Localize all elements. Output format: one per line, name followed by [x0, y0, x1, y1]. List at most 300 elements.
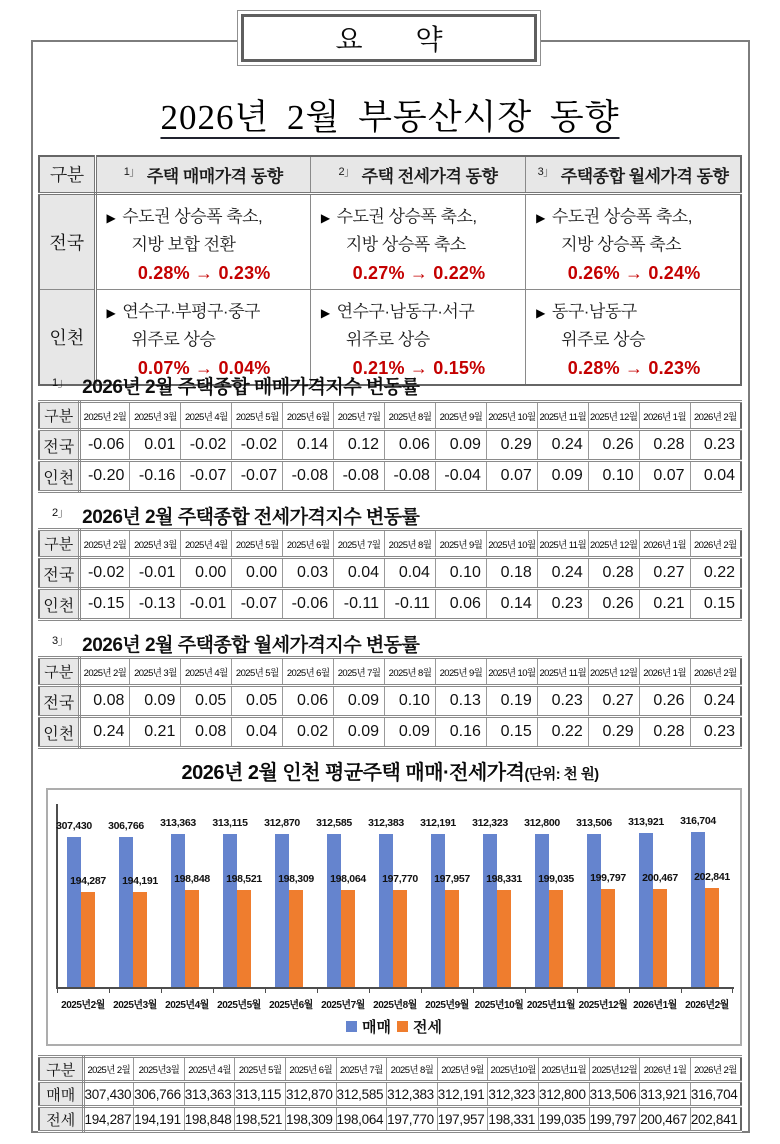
value-cell: 0.04 — [385, 558, 436, 589]
row-header: 전세 — [39, 1107, 83, 1132]
month-header: 2025년 2월 — [79, 402, 130, 430]
section-title: 2026년 2월 주택종합 전세가격지수 변동률 — [82, 507, 420, 528]
summary-box-label: 요 약 — [335, 25, 443, 56]
index-table-3 — [38, 656, 742, 749]
month-header: 2025년 10월 — [486, 402, 537, 430]
value-cell: 194,191 — [134, 1107, 185, 1132]
month-header: 2025년 3월 — [130, 402, 181, 430]
month-header: 2025년 4월 — [181, 530, 232, 558]
summary-cell — [95, 193, 310, 289]
value-cell: 0.06 — [435, 589, 486, 620]
trend-line-2: 위주로 상승 — [561, 329, 645, 349]
value-cell: 0.24 — [79, 717, 130, 748]
jeonse-value-label: 194,191 — [122, 874, 158, 887]
jeonse-bar — [601, 889, 615, 987]
value-cell: -0.06 — [79, 430, 130, 461]
value-cell: 0.19 — [486, 686, 537, 717]
value-cell: -0.11 — [385, 589, 436, 620]
summary-col-title: 주택종합 월세가격 동향 — [560, 166, 729, 186]
table-row — [39, 430, 741, 461]
month-header: 2026년 1월 — [639, 402, 690, 430]
x-axis-label: 2026년1월 — [633, 1000, 677, 1011]
trend-text: 수도권 상승폭 축소, — [122, 206, 263, 226]
jeonse-value-label: 198,064 — [330, 873, 366, 886]
value-cell: 197,770 — [387, 1107, 438, 1132]
value-cell: -0.01 — [130, 558, 181, 589]
value-cell: 0.09 — [385, 717, 436, 748]
value-cell: 0.10 — [588, 461, 639, 492]
value-cell: 0.24 — [537, 558, 588, 589]
chart-legend — [48, 1016, 740, 1037]
month-header: 2025년 3월 — [130, 530, 181, 558]
corner-cell: 구분 — [39, 658, 79, 686]
legend-item-jeonse — [397, 1016, 442, 1037]
jeonse-value-label: 202,841 — [694, 870, 730, 883]
bar-group — [109, 790, 161, 987]
month-header: 2025년12월 — [589, 1057, 640, 1082]
value-cell: 0.14 — [283, 430, 334, 461]
footnote-marker: 3」 — [52, 634, 69, 647]
index-table-2 — [38, 528, 742, 621]
month-header: 2025년 3월 — [130, 658, 181, 686]
value-cell: 0.27 — [639, 558, 690, 589]
month-header: 2026년 2월 — [690, 402, 741, 430]
value-cell: -0.08 — [334, 461, 385, 492]
section-title: 2026년 2월 주택종합 매매가격지수 변동률 — [82, 377, 420, 398]
value-cell: 307,430 — [83, 1082, 134, 1107]
value-cell: -0.08 — [283, 461, 334, 492]
section-title: 2026년 2월 주택종합 월세가격지수 변동률 — [82, 635, 420, 656]
value-cell: 0.07 — [639, 461, 690, 492]
index-table-1 — [38, 400, 742, 493]
value-cell: 316,704 — [690, 1082, 741, 1107]
table-header-row — [39, 1057, 741, 1082]
trend-line-1 — [107, 297, 302, 322]
month-header: 2025년 2월 — [79, 530, 130, 558]
sale-bar — [223, 834, 237, 987]
bullet-triangle-icon: ▶ — [536, 210, 545, 225]
value-cell: 0.15 — [486, 717, 537, 748]
x-axis-label: 2025년2월 — [61, 1000, 105, 1011]
legend-item-sale — [346, 1016, 391, 1037]
value-cell: -0.13 — [130, 589, 181, 620]
table-header-row — [39, 402, 741, 430]
jeonse-bar — [653, 889, 667, 987]
trend-text: 수도권 상승폭 축소, — [336, 206, 477, 226]
x-axis-tick — [681, 989, 682, 993]
sale-value-label: 313,115 — [212, 816, 248, 829]
value-cell: 0.06 — [283, 686, 334, 717]
value-cell: 199,797 — [589, 1107, 640, 1132]
sale-bar — [535, 834, 549, 987]
jeonse-value-label: 199,797 — [590, 872, 626, 885]
month-header: 2025년 2월 — [79, 658, 130, 686]
footnote-marker: 2」 — [338, 166, 355, 179]
value-cell: 0.13 — [435, 686, 486, 717]
value-cell: 0.28 — [639, 430, 690, 461]
value-cell: 0.04 — [334, 558, 385, 589]
sale-value-label: 306,766 — [108, 819, 144, 832]
price-data-table — [38, 1055, 742, 1133]
month-header: 2025년 6월 — [283, 658, 334, 686]
value-cell: 197,957 — [437, 1107, 488, 1132]
x-axis-tick — [161, 989, 162, 993]
bar-group — [213, 790, 265, 987]
summary-cell — [95, 289, 310, 385]
value-cell: -0.07 — [181, 461, 232, 492]
month-header: 2025년 4월 — [181, 402, 232, 430]
summary-col-header-2 — [310, 156, 525, 193]
trend-line-1 — [321, 297, 517, 322]
table-row — [39, 717, 741, 748]
sale-bar — [275, 834, 289, 987]
summary-cell — [310, 289, 525, 385]
value-cell: -0.20 — [79, 461, 130, 492]
footnote-marker: 1」 — [52, 376, 69, 389]
table-row — [39, 1082, 741, 1107]
chart-x-axis — [56, 987, 734, 989]
sale-value-label: 312,800 — [524, 816, 560, 829]
table-row — [39, 1107, 741, 1132]
month-header: 2026년 1월 — [639, 530, 690, 558]
jeonse-value-label: 198,521 — [226, 872, 262, 885]
sale-bar — [691, 832, 705, 987]
value-cell: -0.16 — [130, 461, 181, 492]
value-cell: 0.09 — [334, 686, 385, 717]
value-cell: -0.11 — [334, 589, 385, 620]
table-header-row — [39, 658, 741, 686]
corner-cell: 구분 — [39, 530, 79, 558]
row-header: 전국 — [39, 430, 79, 461]
value-cell: 0.10 — [385, 686, 436, 717]
bullet-triangle-icon: ▶ — [320, 210, 330, 225]
sale-bar — [171, 834, 185, 987]
value-cell: 198,521 — [235, 1107, 286, 1132]
value-cell: 306,766 — [134, 1082, 185, 1107]
value-cell: 0.23 — [690, 717, 741, 748]
jeonse-value-label: 198,309 — [278, 872, 314, 885]
footnote-marker: 1」 — [123, 166, 140, 179]
value-cell: 0.09 — [334, 717, 385, 748]
bar-group — [265, 790, 317, 987]
value-cell: -0.02 — [232, 430, 283, 461]
month-header: 2025년 5월 — [232, 402, 283, 430]
summary-row-인천 — [39, 289, 741, 385]
value-cell: 0.10 — [435, 558, 486, 589]
row-header: 인천 — [39, 717, 79, 748]
value-cell: 0.22 — [690, 558, 741, 589]
x-axis-label: 2025년9월 — [425, 1000, 469, 1011]
value-cell: 0.24 — [690, 686, 741, 717]
value-cell: 0.15 — [690, 589, 741, 620]
page-title: 2026년 2월 부동산시장 동향 — [160, 98, 620, 137]
x-axis-label: 2026년2월 — [685, 1000, 729, 1011]
jeonse-value-label: 200,467 — [642, 871, 678, 884]
bullet-triangle-icon: ▶ — [106, 210, 116, 225]
month-header: 2025년 8월 — [385, 402, 436, 430]
value-cell: 0.09 — [435, 430, 486, 461]
month-header: 2025년 9월 — [435, 402, 486, 430]
month-header: 2025년 11월 — [537, 530, 588, 558]
trend-text: 동구·남동구 — [551, 301, 637, 321]
value-cell: -0.02 — [79, 558, 130, 589]
value-cell: 312,870 — [285, 1082, 336, 1107]
bar-group — [525, 790, 577, 987]
bullet-triangle-icon: ▶ — [320, 305, 330, 320]
month-header: 2025년 6월 — [283, 402, 334, 430]
rate-change: 0.28% → 0.23% — [137, 262, 271, 283]
x-axis-label: 2025년11월 — [526, 1000, 576, 1011]
x-axis-label: 2025년10월 — [474, 1000, 524, 1011]
x-axis-tick — [732, 989, 733, 993]
jeonse-bar — [185, 890, 199, 987]
sale-legend-swatch-icon — [346, 1021, 357, 1032]
price-bar-chart — [46, 788, 742, 1046]
value-cell: 313,363 — [184, 1082, 235, 1107]
value-cell: -0.04 — [435, 461, 486, 492]
month-header: 2025년 4월 — [184, 1057, 235, 1082]
x-axis-label: 2025년5월 — [217, 1000, 261, 1011]
section-1-heading — [52, 372, 419, 399]
value-cell: 0.04 — [232, 717, 283, 748]
month-header: 2025년 7월 — [334, 530, 385, 558]
sale-value-label: 312,323 — [472, 817, 508, 830]
summary-col-title: 주택 전세가격 동향 — [361, 166, 498, 186]
sale-bar — [483, 834, 497, 987]
jeonse-bar — [133, 892, 147, 987]
jeonse-bar — [393, 890, 407, 987]
summary-col-header-3 — [526, 156, 741, 193]
value-cell: 312,383 — [387, 1082, 438, 1107]
x-axis-tick — [369, 989, 370, 993]
sale-value-label: 307,430 — [56, 819, 92, 832]
trend-text: 수도권 상승폭 축소, — [551, 206, 692, 226]
value-cell: 313,506 — [589, 1082, 640, 1107]
value-cell: 194,287 — [83, 1107, 134, 1132]
value-cell: 0.26 — [639, 686, 690, 717]
month-header: 2025년 6월 — [285, 1057, 336, 1082]
value-cell: 0.05 — [181, 686, 232, 717]
value-cell: 0.08 — [181, 717, 232, 748]
value-cell: 199,035 — [538, 1107, 589, 1132]
jeonse-value-label: 197,770 — [382, 873, 418, 886]
corner-cell: 구분 — [39, 402, 79, 430]
x-axis-label: 2025년6월 — [269, 1000, 313, 1011]
footnote-marker: 3」 — [537, 166, 554, 179]
summary-row-전국 — [39, 193, 741, 289]
summary-corner-cell: 구분 — [39, 156, 95, 193]
month-header: 2025년 11월 — [537, 402, 588, 430]
jeonse-bar — [705, 888, 719, 987]
summary-trend-table — [38, 155, 742, 386]
x-axis-label: 2025년12월 — [578, 1000, 628, 1011]
value-cell: -0.15 — [79, 589, 130, 620]
rate-change: 0.26% → 0.24% — [567, 262, 701, 283]
value-cell: 0.29 — [486, 430, 537, 461]
month-header: 2025년 12월 — [588, 530, 639, 558]
x-axis-tick — [421, 989, 422, 993]
value-cell: 312,191 — [437, 1082, 488, 1107]
x-axis-tick — [317, 989, 318, 993]
value-cell: -0.02 — [181, 430, 232, 461]
value-cell: 198,848 — [184, 1107, 235, 1132]
summary-cell — [310, 193, 525, 289]
trend-line-1 — [536, 202, 732, 227]
x-axis-tick — [629, 989, 630, 993]
value-cell: 0.05 — [232, 686, 283, 717]
bar-group — [681, 790, 733, 987]
value-cell: 0.28 — [639, 717, 690, 748]
region-header: 전국 — [39, 193, 95, 289]
rate-change: 0.21% → 0.15% — [352, 357, 486, 378]
value-cell: -0.07 — [232, 461, 283, 492]
summary-col-header-1 — [95, 156, 310, 193]
legend-label-jeonse: 전세 — [413, 1019, 442, 1036]
x-axis-label: 2025년8월 — [373, 1000, 417, 1011]
value-cell: 0.23 — [537, 686, 588, 717]
jeonse-bar — [341, 890, 355, 987]
month-header: 2025년 9월 — [437, 1057, 488, 1082]
value-cell: 0.21 — [130, 717, 181, 748]
value-cell: 313,115 — [235, 1082, 286, 1107]
region-header: 인천 — [39, 289, 95, 385]
summary-col-title: 주택 매매가격 동향 — [146, 166, 283, 186]
table-row — [39, 589, 741, 620]
row-header: 전국 — [39, 686, 79, 717]
bullet-triangle-icon: ▶ — [106, 305, 116, 320]
row-header: 인천 — [39, 589, 79, 620]
value-cell: 0.00 — [181, 558, 232, 589]
sale-value-label: 312,191 — [420, 817, 456, 830]
summary-title-box — [237, 10, 541, 66]
sale-value-label: 312,870 — [264, 816, 300, 829]
bar-group — [577, 790, 629, 987]
value-cell: 0.09 — [130, 686, 181, 717]
trend-line-1 — [536, 297, 732, 322]
month-header: 2025년 6월 — [283, 530, 334, 558]
summary-cell — [526, 193, 741, 289]
value-cell: 0.26 — [588, 589, 639, 620]
sale-value-label: 316,704 — [680, 815, 716, 827]
value-cell: -0.07 — [232, 589, 283, 620]
value-cell: 0.21 — [639, 589, 690, 620]
value-cell: 0.03 — [283, 558, 334, 589]
section-3-heading — [52, 630, 419, 657]
trend-text: 연수구·남동구·서구 — [336, 301, 475, 321]
value-cell: 198,064 — [336, 1107, 387, 1132]
value-cell: -0.01 — [181, 589, 232, 620]
x-axis-label: 2025년7월 — [321, 1000, 365, 1011]
x-axis-label: 2025년4월 — [165, 1000, 209, 1011]
month-header: 2025년 12월 — [588, 658, 639, 686]
bar-group — [57, 790, 109, 987]
month-header: 2025년 8월 — [387, 1057, 438, 1082]
rate-change: 0.07% → 0.04% — [137, 357, 271, 378]
month-header: 2025년 10월 — [486, 658, 537, 686]
value-cell: 0.07 — [486, 461, 537, 492]
table-row — [39, 686, 741, 717]
table-row — [39, 558, 741, 589]
chart-unit-label: (단위: 천 원) — [524, 767, 599, 783]
sale-value-label: 313,921 — [628, 816, 664, 829]
x-axis-tick — [109, 989, 110, 993]
trend-line-2: 위주로 상승 — [131, 329, 216, 349]
sale-bar — [587, 834, 601, 987]
month-header: 2025년 5월 — [232, 530, 283, 558]
month-header: 2025년 9월 — [435, 658, 486, 686]
value-cell: 0.29 — [588, 717, 639, 748]
bullet-triangle-icon: ▶ — [536, 305, 545, 320]
table-header-row — [39, 530, 741, 558]
month-header: 2025년3월 — [134, 1057, 185, 1082]
value-cell: 0.27 — [588, 686, 639, 717]
month-header: 2025년 5월 — [232, 658, 283, 686]
value-cell: 0.00 — [232, 558, 283, 589]
trend-line-1 — [107, 202, 302, 227]
sale-value-label: 313,363 — [160, 816, 196, 829]
value-cell: 0.04 — [690, 461, 741, 492]
sale-value-label: 312,383 — [368, 817, 404, 830]
x-axis-tick — [213, 989, 214, 993]
value-cell: -0.06 — [283, 589, 334, 620]
bar-group — [161, 790, 213, 987]
value-cell: 0.06 — [385, 430, 436, 461]
month-header: 2026년 1월 — [640, 1057, 691, 1082]
month-header: 2025년10월 — [488, 1057, 539, 1082]
value-cell: 313,921 — [640, 1082, 691, 1107]
jeonse-bar — [81, 892, 95, 987]
x-axis-tick — [57, 989, 58, 993]
x-axis-tick — [525, 989, 526, 993]
summary-cell — [526, 289, 741, 385]
sale-bar — [119, 837, 133, 987]
jeonse-legend-swatch-icon — [397, 1021, 408, 1032]
month-header: 2026년 1월 — [639, 658, 690, 686]
value-cell: 312,323 — [488, 1082, 539, 1107]
month-header: 2026년 2월 — [690, 658, 741, 686]
value-cell: -0.08 — [385, 461, 436, 492]
month-header: 2025년 11월 — [537, 658, 588, 686]
value-cell: 202,841 — [690, 1107, 741, 1132]
month-header: 2025년 7월 — [334, 402, 385, 430]
value-cell: 312,800 — [538, 1082, 589, 1107]
x-axis-label: 2025년3월 — [113, 1000, 157, 1011]
chart-title-text: 2026년 2월 인천 평균주택 매매·전세가격 — [181, 762, 525, 784]
jeonse-value-label: 198,331 — [486, 872, 522, 885]
value-cell: 0.22 — [537, 717, 588, 748]
rate-change: 0.28% → 0.23% — [567, 357, 701, 378]
month-header: 2025년 9월 — [435, 530, 486, 558]
bar-group — [473, 790, 525, 987]
sale-bar — [431, 834, 445, 987]
month-header: 2026년 2월 — [690, 1057, 741, 1082]
sale-value-label: 313,506 — [576, 816, 612, 829]
value-cell: 0.14 — [486, 589, 537, 620]
legend-label-sale: 매매 — [362, 1019, 391, 1036]
jeonse-bar — [445, 890, 459, 987]
sale-bar — [327, 834, 341, 987]
bar-group — [421, 790, 473, 987]
x-axis-tick — [265, 989, 266, 993]
value-cell: 0.18 — [486, 558, 537, 589]
month-header: 2025년 5월 — [235, 1057, 286, 1082]
jeonse-bar — [237, 890, 251, 987]
rate-change: 0.27% → 0.22% — [352, 262, 486, 283]
month-header: 2025년 8월 — [385, 658, 436, 686]
trend-line-2: 지방 상승폭 축소 — [345, 234, 466, 254]
trend-line-2: 위주로 상승 — [345, 329, 430, 349]
trend-line-2: 지방 보합 전환 — [131, 234, 236, 254]
